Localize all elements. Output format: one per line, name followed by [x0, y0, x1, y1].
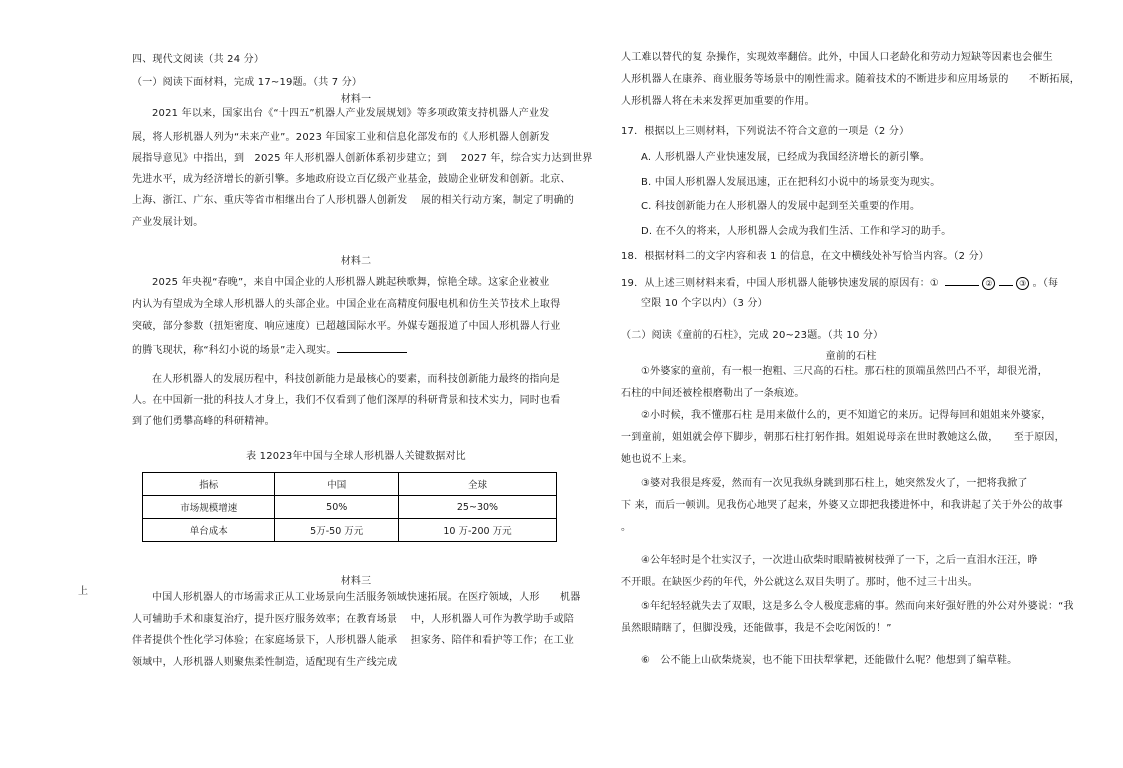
table-cell: 10 万-200 万元	[398, 519, 556, 542]
continued-line: 人形机器人在康养、商业服务等场景中的刚性需求。随着技术的不断进步和应用场景的 不断拓展，	[621, 74, 1080, 85]
story-paragraph-line: ④公年轻时是个壮实汉子，一次进山砍柴时眼睛被树枝弹了一下，之后一直泪水汪汪，睁	[641, 555, 1038, 566]
question-18: 18．根据材料二的文字内容和表 1 的信息，在文中横线处补写恰当内容。（2 分）	[621, 251, 989, 262]
option-b: B. 中国人形机器人发展迅速，正在把科幻小说中的场景变为现实。	[641, 177, 941, 188]
answer-blank	[945, 275, 979, 286]
material1-line: 展，将人形机器人列为“未来产业”。2023 年国家工业和信息化部发布的《人形机器人创新发	[132, 132, 550, 143]
question-19-text: 19．从上述三则材料来看，中国人形机器人能够快速发展的原因有：①	[621, 278, 940, 289]
table-header-cell: 指标	[143, 473, 275, 496]
material1-line: 2021 年以来，国家出台《“十四五”机器人产业发展规划》等多项政策支持机器人产业发	[152, 108, 550, 119]
circled-number: ②	[982, 277, 995, 290]
material1-line: 展指导意见》中指出，到 2025 年人形机器人创新体系初步建立；到 2027 年，综合实力达到世界	[132, 153, 593, 164]
story-paragraph-line: 一到童前，姐姐就会停下脚步，朝那石柱打躬作揖。姐姐说母亲在世时教她这么做， 至于原因，	[621, 432, 1065, 443]
material3-title: 材料三	[340, 576, 372, 587]
story-paragraph-line: ②小时候，我不懂那石柱 是用来做什么的，更不知道它的来历。记得每回和姐姐来外婆家，	[641, 410, 1052, 421]
material3-line: 领域中，人形机器人则聚焦柔性制造，适配现有生产线完成	[132, 657, 398, 668]
circled-number: ③	[1016, 277, 1029, 290]
table-header-cell: 全球	[398, 473, 556, 496]
table-header-row	[143, 473, 557, 496]
section-title: 四、现代文阅读（共 24 分）	[132, 54, 265, 65]
part1-instruction: （一）阅读下面材料，完成 17~19题。（共 7 分）	[132, 77, 363, 88]
story-title: 童前的石柱	[825, 351, 877, 362]
material2-line: 2025 年央视“春晚”，来自中国企业的人形机器人跳起秧歌舞，惊艳全球。这家企业被业	[152, 277, 550, 288]
comparison-table	[142, 472, 557, 542]
answer-blank	[337, 342, 407, 353]
table-row	[143, 496, 557, 519]
story-paragraph-line: 虽然眼睛瞎了，但脚没残，还能做事，我是不会吃闲饭的！”	[621, 623, 892, 634]
option-a: A. 人形机器人产业快速发展，已经成为我国经济增长的新引擎。	[641, 152, 931, 163]
table-cell: 25~30%	[398, 496, 556, 519]
story-paragraph-line: ⑥ 公不能上山砍柴烧炭，也不能下田扶犁掌耙，还能做什么呢？他想到了编草鞋。	[641, 655, 1018, 666]
story-paragraph-line: 下 来，而后一顿训。见我伤心地哭了起来，外婆又立即把我搂进怀中，和我讲起了关于外公的故事	[621, 500, 1063, 511]
material2-extra-line: 人。在中国新一批的科技人才身上，我们不仅看到了他们深厚的科研背景和技术实力，同时也看	[132, 395, 561, 406]
story-paragraph-line: 她也说不上来。	[621, 454, 693, 465]
table-header-cell: 中国	[275, 473, 399, 496]
material1-line: 上海、浙江、广东、重庆等省市相继出台了人形机器人创新发 展的相关行动方案，制定了明确的	[132, 195, 574, 206]
material2-title: 材料二	[340, 256, 372, 267]
continued-line: 人工难以替代的复 杂操作，实现效率翻倍。此外，中国人口老龄化和劳动力短缺等因素也会催生	[621, 52, 1053, 63]
option-d: D. 在不久的将来，人形机器人会成为我们生活、工作和学习的助手。	[641, 226, 952, 237]
material1-line: 产业发展计划。	[132, 217, 204, 228]
table-cell: 市场规模增速	[143, 496, 275, 519]
answer-blank	[999, 275, 1013, 286]
material2-extra-line: 到了他们勇攀高峰的科研精神。	[132, 416, 275, 427]
option-c: C. 科技创新能力在人形机器人的发展中起到至关重要的作用。	[641, 201, 921, 212]
material3-line: 中国人形机器人的市场需求正从工业场景向生活服务领域快速拓展。在医疗领域，人形 机器	[152, 592, 581, 603]
story-paragraph-line: ①外婆家的童前，有一根一抱粗、三尺高的石柱。那石柱的顶端虽然凹凸不平，却很光滑，	[641, 366, 1048, 377]
table-cell: 50%	[275, 496, 399, 519]
table-cell: 单台成本	[143, 519, 275, 542]
material1-line: 先进水平，成为经济增长的新引擎。多地政府设立百亿级产业基金，鼓励企业研发和创新。北京、	[132, 174, 571, 185]
continued-line: 人形机器人将在未来发挥更加重要的作用。	[621, 96, 815, 107]
material2-extra-line: 在人形机器人的发展历程中，科技创新能力是最核心的要素，而科技创新能力最终的指向是	[152, 374, 560, 385]
material2-line: 内认为有望成为全球人形机器人的头部企业。中国企业在高精度伺服电机和仿生关节技术上取得	[132, 299, 561, 310]
margin-mark: 上	[78, 586, 88, 597]
material2-line	[132, 342, 407, 358]
story-paragraph-line: 不开眼。在缺医少药的年代，外公就这么双目失明了。那时，他不过三十出头。	[621, 577, 978, 588]
question-19-line2: 空限 10 个字以内）（3 分）	[641, 298, 768, 309]
question-19	[621, 275, 1058, 291]
material1-title: 材料一	[340, 94, 372, 105]
story-paragraph-line: 石柱的中间还被栓根磨勒出了一条痕迹。	[621, 388, 805, 399]
question-19-tail: 。（每	[1032, 278, 1059, 289]
material3-line: 人可辅助手术和康复治疗，提升医疗服务效率；在教育场景 中，人形机器人可作为教学助手或陪	[132, 614, 574, 625]
story-paragraph-line: ⑤年纪轻轻就失去了双眼，这是多么令人极度悲痛的事。然而向来好强好胜的外公对外婆说：“我	[641, 601, 1074, 612]
material3-line: 伴者提供个性化学习体验；在家庭场景下，人形机器人能承 担家务、陪伴和看护等工作；在工业	[132, 635, 574, 646]
story-paragraph-line: ③婆对我很是疼爱，然而有一次见我纵身跳到那石柱上，她突然发火了，一把将我掀了	[641, 478, 1028, 489]
material2-line-text: 的腾飞现状，称“科幻小说的场景”走入现实。	[132, 345, 337, 356]
question-17: 17．根据以上三则材料，下列说法不符合文意的一项是（2 分）	[621, 126, 910, 137]
table-cell: 5万-50 万元	[275, 519, 399, 542]
material2-line: 突破，部分参数（扭矩密度、响应速度）已超越国际水平。外媒专题报道了中国人形机器人行业	[132, 321, 561, 332]
part2-instruction: （二）阅读《童前的石柱》，完成 20~23题。（共 10 分）	[621, 330, 884, 341]
table-row	[143, 519, 557, 542]
table-caption: 表 12023年中国与全球人形机器人关键数据对比	[246, 451, 466, 462]
story-paragraph-line: 。	[621, 522, 632, 533]
